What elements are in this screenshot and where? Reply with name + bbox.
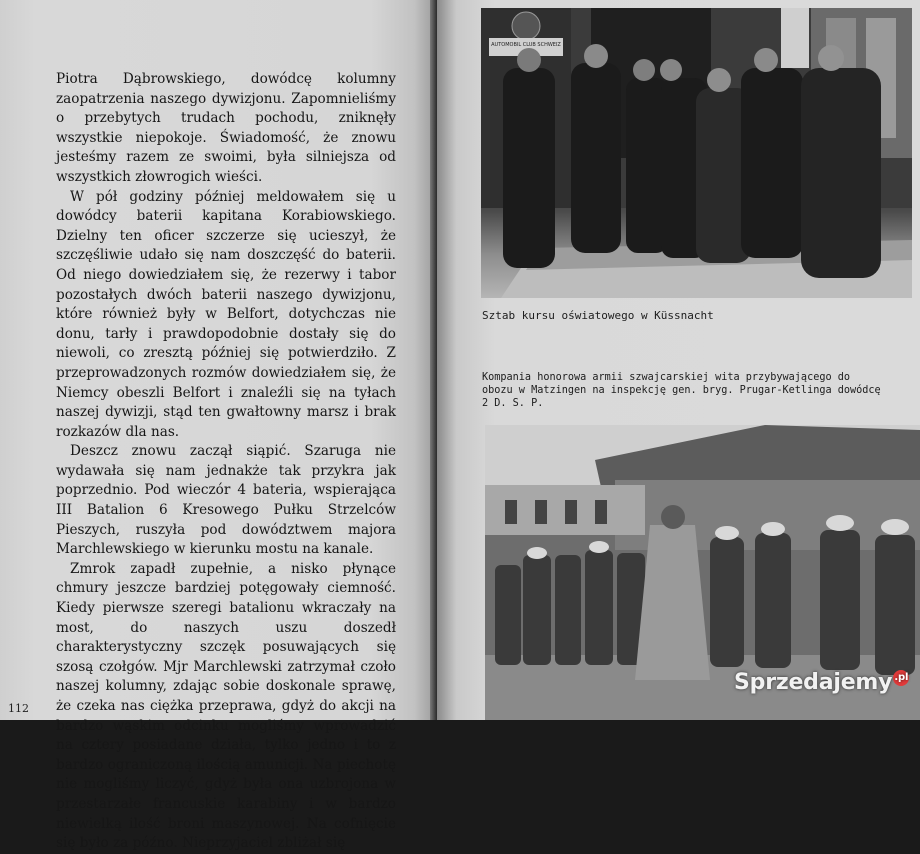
paragraph: Piotra Dąbrowskiego, dowódcę kolumny zaopatrzenia naszego dywizjonu. Zapomnieliśmy o przebytych trudach pochodu, zniknęły wszystkie niepokoje. Świadomość, że znowu jesteśmy razem ze swoimi, była silniejsza od wszystkich złowrogich wieści.	[56, 71, 396, 185]
watermark-dot-icon: .pl	[893, 670, 909, 686]
paragraph: Zmrok zapadł zupełnie, a nisko płynące chmury jeszcze bardziej potęgowały ciemność. Kiedy pierwsze szeregi batalionu wkraczały na most, do naszych uszu doszedł charakterystyczny szczęk posuwających się szosą czołgów. Mjr Marchlewski zatrzymał czoło naszej kolumny, zdając sobie doskonale sprawę, że czeka nas ciężka przeprawa, gdyż do akcji na bardzo wąskim odcinku mogliśmy wprowadzić na cztery posiadane działa, tylko jedno i to z bardzo ograniczoną ilością amunicji. Na piechotę nie mogliśmy liczyć, gdyż była ona uzbrojona w przestarzałe francuskie karabiny i w bardzo niewielką ilość broni maszynowej. Na cofnięcie się było za późno. Nieprzyjaciel zbliżał się	[56, 560, 396, 852]
photo-caption-staff: Sztab kursu oświatowego w Küssnacht	[482, 309, 714, 322]
paragraph: W pół godziny później meldowałem się u dowódcy baterii kapitana Korabiowskiego. Dzielny ten oficer szczerze się ucieszył, że szczęśliwie udało się nam doszczęść do baterii. Od niego dowiedziałem się, że rezerwy i tabor pozostałych dwóch baterii naszego dywizjonu, które również były w Belfort, dotychczas nie donu, tarły i prawdopodobnie dostały się do niewoli, co zresztą później się potwierdziło. Z przeprowadzonych rozmów dowiedziałem się, że Niemcy obeszli Belfort i znaleźli się na tyłach naszej dywizji, stąd ten gwałtowny marsz i brak rozkazów dla nas.	[56, 188, 396, 440]
staff-group-illustration	[481, 8, 912, 298]
watermark-text: Sprzedajemy	[734, 670, 893, 695]
page-number: 112	[8, 702, 29, 715]
body-text	[56, 70, 396, 854]
paragraph: Deszcz znowu zaczął siąpić. Szaruga nie wydawała się nam jednakże tak przykra jak poprzednio. Pod wieczór 4 bateria, wspierająca III Batalion 6 Kresowego Pułku Strzelców Pieszych, ruszyła pod dowództwem majora Marchlewskiego w kierunku mostu na kanale.	[56, 443, 396, 558]
left-page	[0, 0, 436, 852]
sign-text: AUTOMOBIL CLUB SCHWEIZ	[491, 42, 561, 48]
photo-caption-honor-company: Kompania honorowa armii szwajcarskiej wita przybywającego do obozu w Matzingen na inspekcję gen. bryg. Prugar-Ketlinga dowódcę 2 D. S. P.	[482, 372, 881, 409]
staff-group-photo	[481, 8, 912, 298]
watermark	[734, 670, 909, 695]
